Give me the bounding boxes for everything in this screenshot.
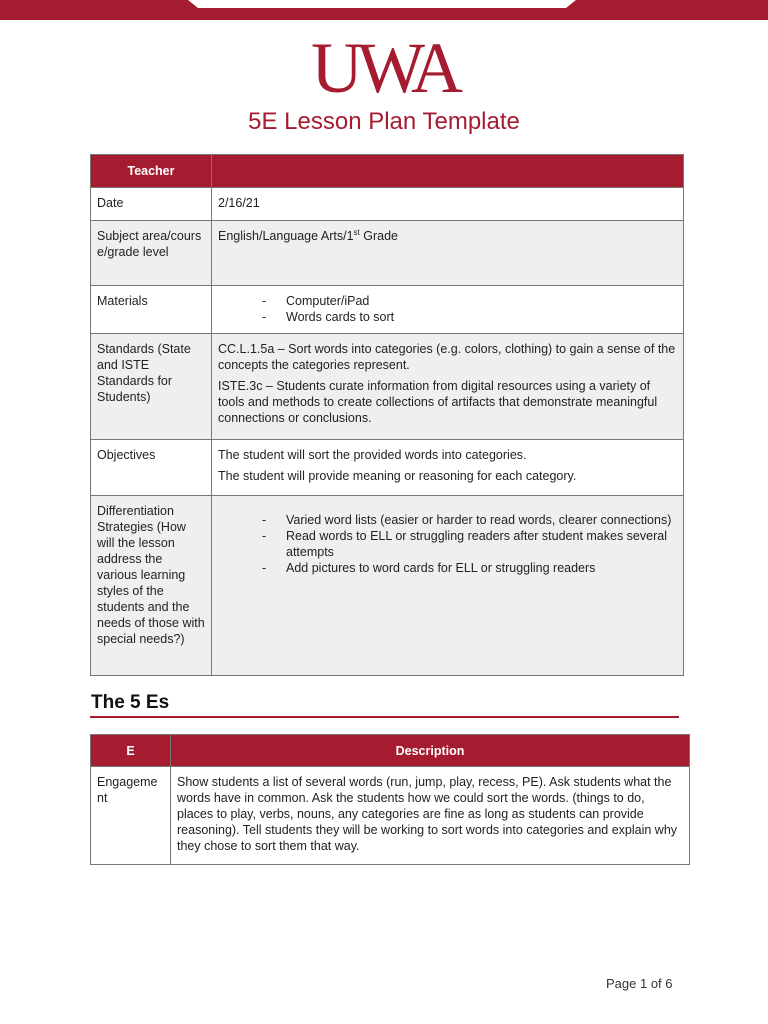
lesson-info-table [90, 154, 684, 676]
materials-list [218, 293, 677, 325]
column-header-description: Description [171, 735, 690, 767]
column-header-e: E [91, 735, 171, 767]
section-heading: The 5 Es [91, 692, 170, 713]
top-banner [0, 0, 768, 20]
teacher-label: Teacher [91, 155, 212, 188]
e-phase-name: Engagement [97, 775, 158, 805]
materials-label: Materials [97, 294, 148, 308]
e-phase-description: Show students a list of several words (run, jump, play, recess, PE). Ask students what the words have in common. Ask the students how we could sort the words. (things to do, places to play, verbs, nouns, any categories are fine as long as students can provide reasoning). Tell students they will be working to sort words into categories and explain why they chose to sort them that way. [177, 775, 678, 853]
table-row [91, 767, 690, 865]
list-item: - Words cards to sort [262, 309, 677, 325]
table-header-row [91, 155, 684, 188]
standard-text: ISTE.3c – Students curate information from digital resources using a variety of tools and methods to create collections of artifacts that demonstrate meaningful connections or conclusions. [218, 379, 658, 425]
table-row-date [91, 188, 684, 221]
subject-value-sup: st [353, 227, 360, 237]
table-row-standards [91, 334, 684, 440]
objective-text: The student will sort the provided words into categories. [218, 448, 527, 462]
teacher-value [212, 155, 684, 188]
subject-value-suffix: Grade [359, 229, 398, 243]
uwa-logo [0, 26, 768, 102]
date-label: Date [97, 196, 124, 210]
logo-text: UWA [311, 28, 457, 102]
objective-text: The student will provide meaning or reasoning for each category. [218, 469, 577, 483]
table-row-materials [91, 286, 684, 334]
section-divider [90, 716, 679, 718]
table-row-differentiation [91, 496, 684, 676]
date-value: 2/16/21 [218, 196, 260, 210]
differentiation-label: Differentiation Strategies (How will the lesson address the various learning styles of the students and the needs of those with special needs?) [97, 504, 205, 646]
subject-value [212, 221, 683, 250]
list-item: - Varied word lists (easier or harder to read words, clearer connections) [262, 512, 677, 528]
subject-value-main: English/Language Arts/1 [218, 229, 354, 243]
list-item: - Read words to ELL or struggling readers after student makes several attempts [262, 528, 677, 560]
standard-text: CC.L.1.5a – Sort words into categories (e.g. colors, clothing) to gain a sense of the concepts the categories represent. [218, 342, 676, 372]
page-number: Page 1 of 6 [606, 976, 673, 991]
differentiation-list [218, 512, 677, 576]
list-item: - Add pictures to word cards for ELL or struggling readers [262, 560, 677, 576]
page-title: 5E Lesson Plan Template [248, 108, 520, 135]
list-item: - Computer/iPad [262, 293, 677, 309]
objectives-label: Objectives [97, 448, 156, 462]
subject-label: Subject area/course/grade level [97, 229, 202, 259]
five-es-table [90, 734, 690, 865]
table-row-subject [91, 221, 684, 286]
table-row-objectives [91, 440, 684, 496]
table-header-row [91, 735, 690, 767]
standards-label: Standards (State and ISTE Standards for Students) [97, 342, 191, 404]
